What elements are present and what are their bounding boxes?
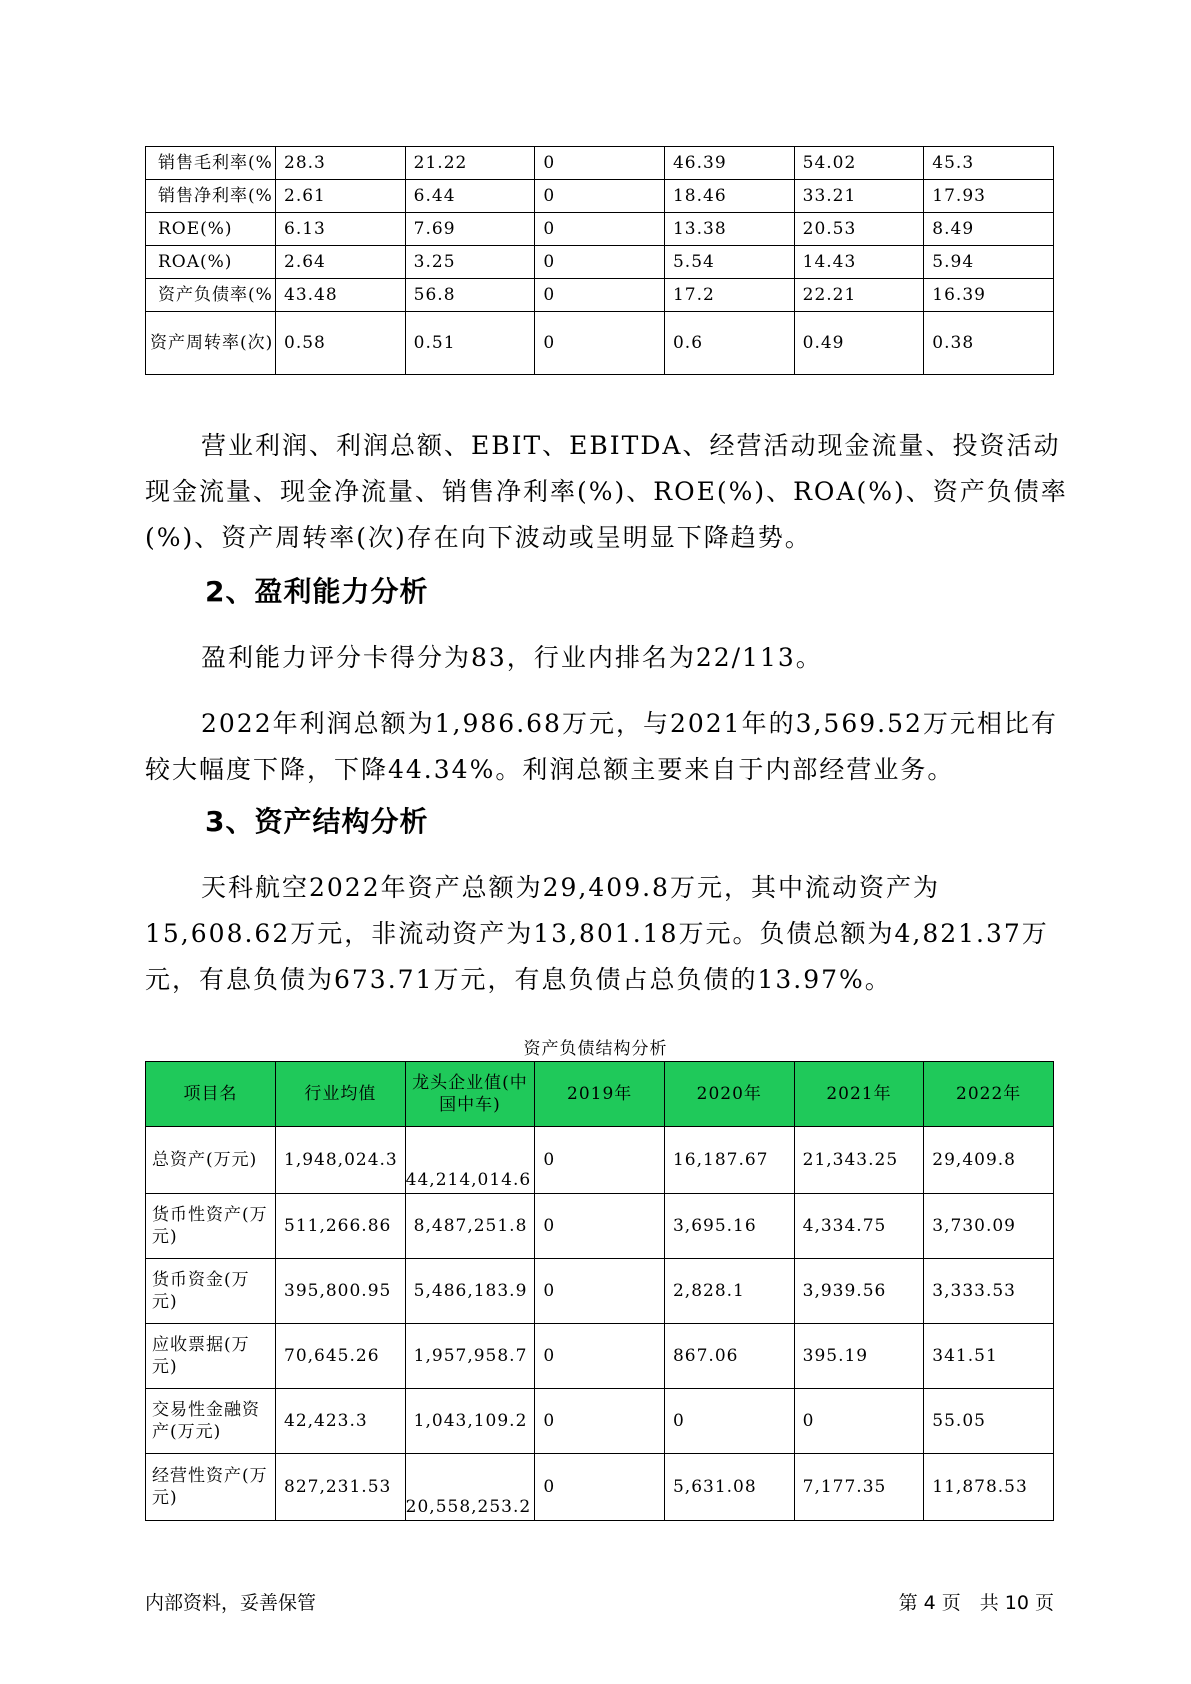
table-cell: 3,695.16: [664, 1194, 794, 1259]
row-label: 应收票据(万元): [146, 1324, 276, 1389]
table-row: [146, 279, 1054, 312]
table-row: [146, 1259, 1054, 1324]
section-heading-asset-structure: 3、资产结构分析: [205, 805, 429, 838]
column-header: 行业均值: [276, 1062, 406, 1127]
table-cell: 5.54: [664, 246, 794, 279]
table-row: [146, 1454, 1054, 1521]
table-row: [146, 312, 1054, 375]
table-cell: 0: [535, 312, 665, 375]
table-cell: 1,957,958.7: [405, 1324, 535, 1389]
table-cell: 8,487,251.8: [405, 1194, 535, 1259]
table-cell: 33.21: [794, 180, 924, 213]
table-cell: 11,878.53: [924, 1454, 1054, 1521]
table-cell: 6.13: [276, 213, 406, 246]
table-cell: 0.38: [924, 312, 1054, 375]
asset-paragraph: 天科航空2022年资产总额为29,409.8万元，其中流动资产为15,608.62万元，非流动资产为13,801.18万元。负债总额为4,821.37万元，有息负债为673.71万元，有息负债占总负债的13.97%。: [145, 873, 1049, 994]
table-row: [146, 213, 1054, 246]
table-cell: 45.3: [924, 147, 1054, 180]
row-label: 货币性资产(万元): [146, 1194, 276, 1259]
table-row: [146, 1194, 1054, 1259]
table-cell: 0: [535, 1454, 665, 1521]
table-cell: 28.3: [276, 147, 406, 180]
table-cell: 395,800.95: [276, 1259, 406, 1324]
table-cell: 17.2: [664, 279, 794, 312]
row-label: 资产负债率(%: [146, 279, 276, 312]
table-cell: 0: [664, 1389, 794, 1454]
row-label: 销售净利率(%: [146, 180, 276, 213]
row-label: 货币资金(万元): [146, 1259, 276, 1324]
table-cell: 0: [794, 1389, 924, 1454]
table-row: [146, 180, 1054, 213]
table-cell: 827,231.53: [276, 1454, 406, 1521]
table-cell: 22.21: [794, 279, 924, 312]
ratio-table: [145, 146, 1054, 375]
table-cell: 0.51: [405, 312, 535, 375]
table-cell: 16.39: [924, 279, 1054, 312]
table-cell: 7,177.35: [794, 1454, 924, 1521]
table-cell: 1,948,024.3: [276, 1127, 406, 1194]
table-cell: 54.02: [794, 147, 924, 180]
table-cell: 867.06: [664, 1324, 794, 1389]
table-cell: 0: [535, 1127, 665, 1194]
profit-paragraph: 2022年利润总额为1,986.68万元，与2021年的3,569.52万元相比有较大幅度下降，下降44.34%。利润总额主要来自于内部经营业务。: [145, 709, 1058, 784]
table-cell: 20,558,253.2: [405, 1454, 535, 1521]
table-cell: 6.44: [405, 180, 535, 213]
column-header: 龙头企业值(中国中车): [405, 1062, 535, 1127]
table-cell: 0: [535, 1389, 665, 1454]
table-cell: 2.61: [276, 180, 406, 213]
column-header: 2020年: [664, 1062, 794, 1127]
table-cell: 4,334.75: [794, 1194, 924, 1259]
table-cell: 16,187.67: [664, 1127, 794, 1194]
table-caption: 资产负债结构分析: [523, 1039, 668, 1059]
table-cell: 0: [535, 1259, 665, 1324]
table-row: [146, 1389, 1054, 1454]
table-cell: 5,486,183.9: [405, 1259, 535, 1324]
table-cell: 341.51: [924, 1324, 1054, 1389]
section-heading-profitability: 2、盈利能力分析: [205, 575, 429, 608]
table-row: [146, 246, 1054, 279]
table-header-row: [146, 1062, 1054, 1127]
table-cell: 43.48: [276, 279, 406, 312]
table-cell: 14.43: [794, 246, 924, 279]
table-cell: 3,730.09: [924, 1194, 1054, 1259]
table-row: [146, 147, 1054, 180]
table-cell: 5,631.08: [664, 1454, 794, 1521]
table-cell: 0: [535, 147, 665, 180]
table-cell: 13.38: [664, 213, 794, 246]
table-cell: 17.93: [924, 180, 1054, 213]
table-cell: 3,939.56: [794, 1259, 924, 1324]
row-label: ROA(%): [146, 246, 276, 279]
footer-page-number: 第 4 页 共 10 页: [898, 1592, 1054, 1614]
table-cell: 0: [535, 1194, 665, 1259]
table-cell: 70,645.26: [276, 1324, 406, 1389]
table-cell: 29,409.8: [924, 1127, 1054, 1194]
row-label: 销售毛利率(%: [146, 147, 276, 180]
score-paragraph: 盈利能力评分卡得分为83，行业内排名为22/113。: [201, 643, 823, 672]
table-row: [146, 1324, 1054, 1389]
asset-structure-table: [145, 1061, 1054, 1521]
table-cell: 21.22: [405, 147, 535, 180]
table-cell: 18.46: [664, 180, 794, 213]
table-cell: 0: [535, 180, 665, 213]
table-cell: 5.94: [924, 246, 1054, 279]
table-cell: 3.25: [405, 246, 535, 279]
table-row: [146, 1127, 1054, 1194]
table-cell: 55.05: [924, 1389, 1054, 1454]
table-cell: 511,266.86: [276, 1194, 406, 1259]
column-header: 2021年: [794, 1062, 924, 1127]
table-cell: 0: [535, 1324, 665, 1389]
column-header: 2019年: [535, 1062, 665, 1127]
footer-confidential-note: 内部资料，妥善保管: [145, 1592, 317, 1614]
table-cell: 0.58: [276, 312, 406, 375]
table-cell: 46.39: [664, 147, 794, 180]
table-cell: 0: [535, 279, 665, 312]
table-cell: 0.6: [664, 312, 794, 375]
row-label: 总资产(万元): [146, 1127, 276, 1194]
table-cell: 20.53: [794, 213, 924, 246]
table-cell: 21,343.25: [794, 1127, 924, 1194]
row-label: ROE(%): [146, 213, 276, 246]
table-cell: 44,214,014.6: [405, 1127, 535, 1194]
table-cell: 8.49: [924, 213, 1054, 246]
table-cell: 0: [535, 246, 665, 279]
table-cell: 1,043,109.2: [405, 1389, 535, 1454]
row-label: 交易性金融资产(万元): [146, 1389, 276, 1454]
row-label: 资产周转率(次): [146, 312, 276, 375]
column-header: 项目名: [146, 1062, 276, 1127]
table-cell: 56.8: [405, 279, 535, 312]
table-cell: 2,828.1: [664, 1259, 794, 1324]
table-cell: 395.19: [794, 1324, 924, 1389]
trend-paragraph: 营业利润、利润总额、EBIT、EBITDA、经营活动现金流量、投资活动现金流量、现金净流量、销售净利率(%)、ROE(%)、ROA(%)、资产负债率(%)、资产周转率(次)存在向下波动或呈明显下降趋势。: [145, 431, 1068, 552]
table-cell: 7.69: [405, 213, 535, 246]
table-cell: 0: [535, 213, 665, 246]
table-cell: 0.49: [794, 312, 924, 375]
table-cell: 3,333.53: [924, 1259, 1054, 1324]
row-label: 经营性资产(万元): [146, 1454, 276, 1521]
table-cell: 42,423.3: [276, 1389, 406, 1454]
column-header: 2022年: [924, 1062, 1054, 1127]
table-cell: 2.64: [276, 246, 406, 279]
